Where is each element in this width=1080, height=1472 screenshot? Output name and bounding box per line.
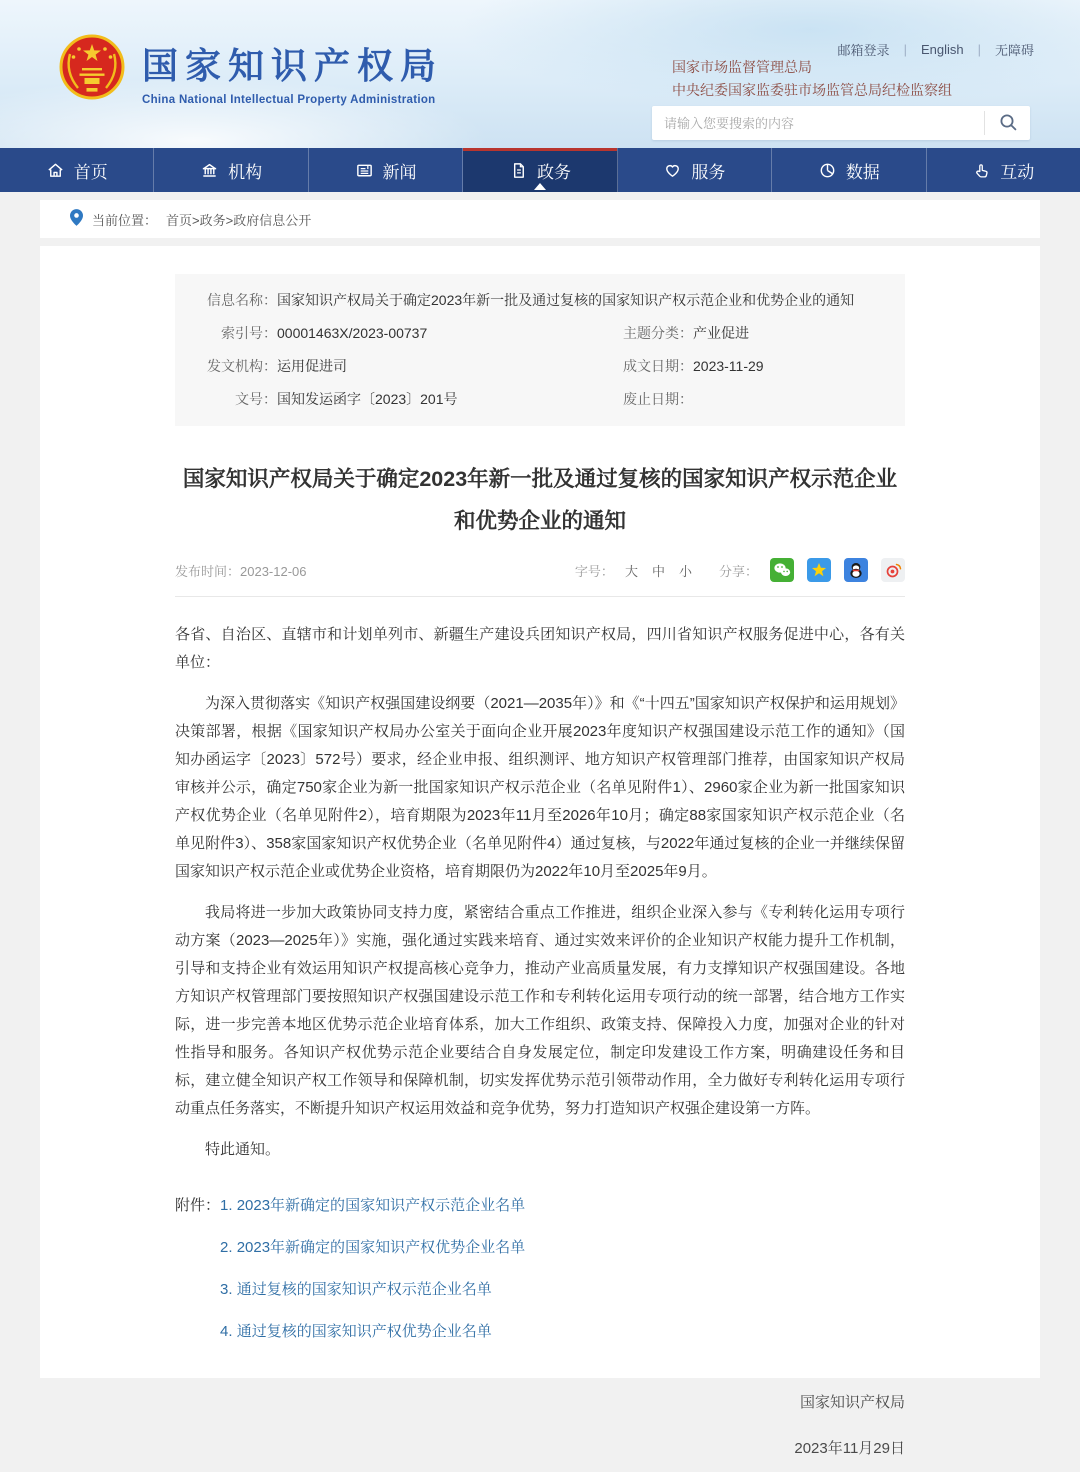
search-button[interactable] (984, 111, 1030, 135)
publish-date: 2023-12-06 (240, 563, 307, 579)
publish-label: 发布时间： (175, 563, 241, 579)
nav-tab-label: 互动 (1000, 162, 1035, 182)
english-link[interactable]: English (920, 42, 964, 57)
info-label: 主题分类： (623, 325, 693, 341)
info-label: 成文日期： (623, 358, 693, 374)
info-table (175, 274, 905, 426)
nav-tab-interaction[interactable] (927, 148, 1080, 192)
share-wechat-button[interactable] (770, 558, 794, 582)
breadcrumb (40, 200, 1040, 238)
info-value: 运用促进司 (277, 358, 347, 374)
divider (175, 596, 905, 597)
title-line-1: 国家知识产权局关于确定2023年新一批及通过复核的国家知识产权示范企业 (182, 467, 898, 491)
share-weibo-button[interactable] (881, 558, 905, 582)
qzone-icon (807, 570, 831, 585)
info-value: 00001463X/2023-00737 (277, 325, 428, 341)
signature-date: 2023年11月29日 (794, 1440, 905, 1457)
share-qzone-button[interactable] (807, 558, 831, 582)
location-pin-icon (70, 209, 83, 229)
info-value: 产业促进 (693, 325, 749, 341)
service-heart-icon (663, 161, 682, 180)
attachments (175, 1194, 905, 1362)
weibo-icon (881, 570, 905, 585)
nav-tab-home[interactable] (0, 148, 154, 192)
breadcrumb-label: 当前位置： (92, 212, 158, 228)
nav-tab-label: 政务 (536, 162, 571, 182)
wechat-icon (770, 570, 794, 585)
bank-icon (200, 161, 219, 180)
info-label: 信息名称： (207, 292, 277, 308)
font-size-medium-button[interactable]: 中 (651, 563, 665, 579)
font-size-small-button[interactable]: 小 (678, 563, 692, 579)
body-paragraph-1: 为深入贯彻落实《知识产权强国建设纲要（2021—2035年）》和《“十四五”国家知识产权保护和运用规划》决策部署，根据《国家知识产权局办公室关于面向企业开展2023年度知识产权强国建设示范工作的通知》（国知办函运字〔2023〕572号）要求，经企业申报、组织测评、地方知识产权管理部门推荐，由国家知识产权局审核并公示，确定750家企业为新一批国家知识产权示范企业（名单见附件1）、2960家企业为新一批国家知识产权优势企业（名单见附件2），培育期限为2023年11月至2026年10月；确定88家国家知识产权示范企业（名单见附件3）、358家国家知识产权优势企业（名单见附件4）通过复核，与2022年通过复核的企业一并继续保留国家知识产权示范企业或优势企业资格，培育期限仍为2022年10月至2025年9月。 (175, 695, 905, 880)
breadcrumb-path[interactable]: 首页>政务>政府信息公开 (166, 212, 312, 228)
info-row-name (199, 284, 881, 317)
qq-icon (844, 570, 868, 585)
nav-tab-label: 新闻 (382, 162, 417, 182)
search-box (652, 106, 1030, 140)
nav-tab-services[interactable] (618, 148, 772, 192)
brand[interactable] (58, 32, 443, 111)
nav-tab-label: 数据 (845, 162, 880, 182)
info-label: 废止日期： (623, 391, 693, 407)
discipline-inspection-link[interactable]: 中央纪委国家监委驻市场监管总局纪检监察组 (672, 82, 952, 98)
info-label: 文号： (235, 391, 277, 407)
info-label: 发文机构： (207, 358, 277, 374)
home-icon (46, 161, 65, 180)
title-line-2: 和优势企业的通知 (453, 509, 626, 533)
nav-tab-data[interactable] (772, 148, 926, 192)
nav-tab-government-affairs[interactable] (463, 148, 617, 192)
search-icon (998, 112, 1018, 135)
document-icon (509, 161, 528, 180)
samr-link[interactable]: 国家市场监督管理总局 (672, 59, 812, 75)
font-size-label: 字号： (574, 563, 614, 579)
accessibility-link[interactable]: 无障碍 (994, 43, 1034, 58)
nav-tab-organization[interactable] (154, 148, 308, 192)
mail-login-link[interactable]: 邮箱登录 (837, 43, 890, 58)
info-row-agency (199, 350, 881, 383)
hand-pointer-icon (972, 161, 991, 180)
attachments-label: 附件： (175, 1197, 221, 1214)
notice-body (175, 621, 905, 1472)
info-row-docnum (199, 383, 881, 416)
national-emblem-logo (58, 32, 126, 111)
info-value (693, 383, 881, 416)
salutation-paragraph: 各省、自治区、直辖市和计划单列市、新疆生产建设兵团知识产权局，四川省知识产权服务促进中心，各有关单位： (175, 626, 905, 671)
closing-paragraph: 特此通知。 (205, 1141, 281, 1158)
info-value: 国知发运函字〔2023〕201号 (277, 391, 458, 407)
site-header (0, 0, 1080, 148)
pie-chart-icon (818, 161, 837, 180)
nav-tab-news[interactable] (309, 148, 463, 192)
info-row-index (199, 317, 881, 350)
attachment-link-1[interactable]: 1. 2023年新确定的国家知识产权示范企业名单 (220, 1197, 526, 1214)
font-size-large-button[interactable]: 大 (624, 563, 638, 579)
content-card (40, 246, 1040, 1457)
share-label: 分享： (718, 563, 758, 579)
info-value: 2023-11-29 (693, 358, 764, 374)
site-title-en: China National Intellectual Property Administration (142, 93, 436, 106)
share-qq-button[interactable] (844, 558, 868, 582)
signature-block (175, 1380, 905, 1472)
news-icon (355, 161, 374, 180)
attachment-link-2[interactable]: 2. 2023年新确定的国家知识产权优势企业名单 (220, 1239, 526, 1256)
nav-tab-label: 服务 (691, 162, 726, 182)
signature-org: 国家知识产权局 (799, 1394, 905, 1411)
publish-time (175, 561, 307, 580)
attachment-link-4[interactable]: 4. 通过复核的国家知识产权优势企业名单 (220, 1323, 492, 1340)
divider: | (977, 42, 981, 57)
share-icons (770, 558, 905, 582)
main-nav (0, 148, 1080, 192)
body-paragraph-2: 我局将进一步加大政策协同支持力度，紧密结合重点工作推进，组织企业深入参与《专利转化运用专项行动方案（2023—2025年）》实施，强化通过实践来培育、通过实效来评价的企业知识产权能力提升工作机制，引导和支持企业有效运用知识产权提高核心竞争力，推动产业高质量发展，有力支撑知识产权强国建设。各地方知识产权管理部门要按照知识产权强国建设示范工作和专利转化运用专项行动的统一部署，结合地方工作实际，进一步完善本地区优势示范企业培育体系，加大工作组织、政策支持、保障投入力度，加强对企业的针对性指导和服务。各知识产权优势示范企业要结合自身发展定位，制定印发建设工作方案，明确建设任务和目标，建立健全知识产权工作领导和保障机制，切实发挥优势示范引领带动作用，全力做好专利转化运用专项行动重点任务落实，不断提升知识产权运用效益和竞争优势，努力打造知识产权强企建设第一方阵。 (175, 904, 905, 1117)
search-input[interactable] (652, 106, 984, 140)
related-org-links (672, 56, 952, 102)
info-label: 索引号： (221, 325, 277, 341)
nav-tab-label: 机构 (228, 162, 263, 182)
attachment-list (220, 1194, 525, 1362)
divider: | (903, 42, 907, 57)
meta-row (175, 558, 905, 582)
nav-tab-label: 首页 (73, 162, 108, 182)
page-title (175, 458, 905, 542)
attachment-link-3[interactable]: 3. 通过复核的国家知识产权示范企业名单 (220, 1281, 492, 1298)
site-title: 国家知识产权局 (142, 44, 444, 86)
info-value: 国家知识产权局关于确定2023年新一批及通过复核的国家知识产权示范企业和优势企业的通知 (277, 292, 855, 308)
